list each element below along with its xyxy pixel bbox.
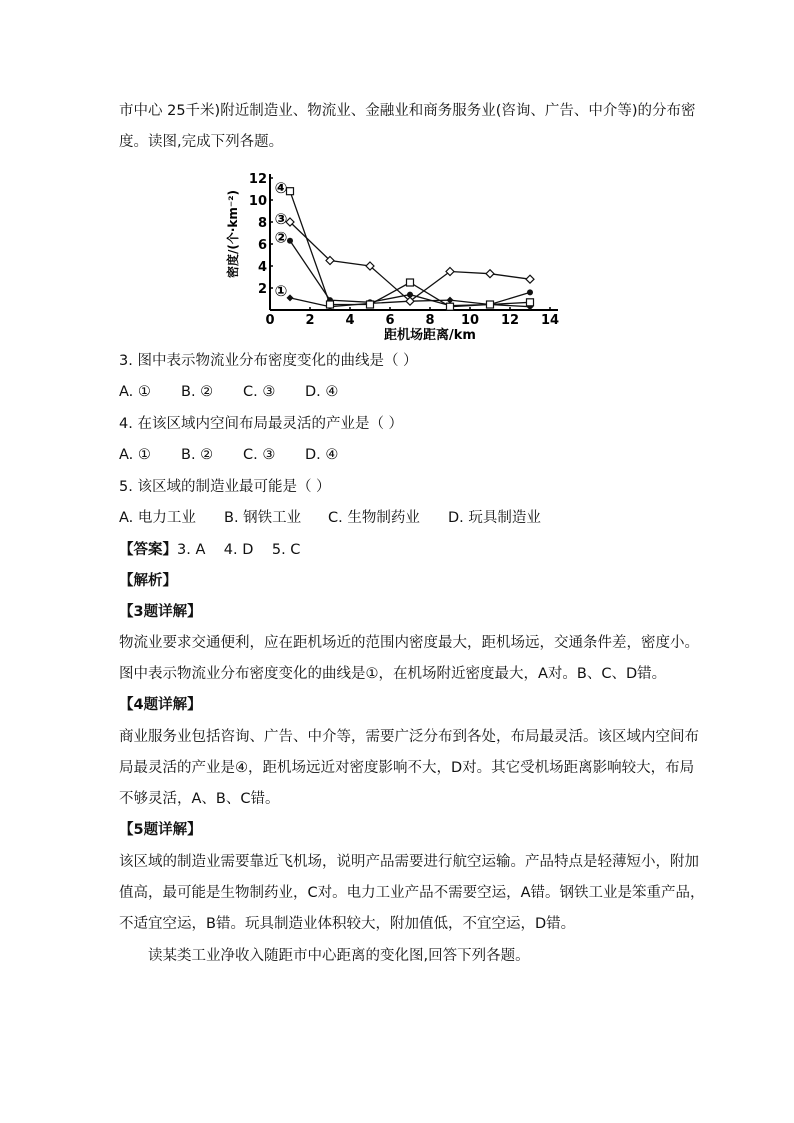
next-question-prompt: 读某类工业净收入随距市中心距离的变化图,回答下列各题。 — [148, 948, 530, 964]
explanation-5-line-3: 不适宜空运，B错。玩具制造业体积较大，附加值低，不宜空运，D错。 — [119, 916, 576, 932]
series-point — [327, 301, 334, 308]
y-tick-label: 12 — [248, 172, 267, 187]
x-tick-label: 12 — [500, 313, 520, 328]
q4-option-c[interactable]: C. ③ — [243, 447, 276, 463]
explanation-5-title: 【5题详解】 — [119, 822, 202, 838]
intro-line-1: 市中心 25千米)附近制造业、物流业、金融业和商务服务业(咨询、广告、中介等)的分布密 — [119, 103, 696, 119]
q5-option-d[interactable]: D. 玩具制造业 — [448, 510, 541, 526]
series-label-2: ② — [274, 228, 288, 247]
y-tick-label: 8 — [257, 216, 267, 231]
density-line-chart — [222, 162, 582, 342]
x-tick-label: 6 — [385, 313, 395, 328]
x-tick-label: 10 — [460, 313, 480, 328]
series-label-1: ① — [274, 281, 288, 300]
q5-option-c[interactable]: C. 生物制药业 — [328, 510, 420, 526]
answer-text: 3. A 4. D 5. C — [177, 542, 301, 558]
explanation-4-line-1: 商业服务业包括咨询、广告、中介等，需要广泛分布到各处，布局最灵活。该区域内空间布 — [119, 729, 699, 745]
y-axis-label: 密度/(个·km⁻²) — [226, 190, 240, 278]
x-tick-label: 14 — [540, 313, 560, 328]
explanation-4-title: 【4题详解】 — [119, 697, 202, 713]
q4-option-b[interactable]: B. ② — [181, 447, 214, 463]
series-point — [287, 294, 294, 301]
series-point — [527, 299, 534, 306]
question-4-stem: 4. 在该区域内空间布局最灵活的产业是（ ） — [119, 416, 404, 432]
series-label-3: ③ — [274, 210, 288, 228]
series-point — [447, 303, 454, 310]
q3-option-b[interactable]: B. ② — [181, 384, 214, 400]
q4-option-d[interactable]: D. ④ — [305, 447, 339, 463]
series-point — [526, 275, 534, 283]
x-tick-label: 2 — [305, 313, 315, 328]
y-tick-label: 6 — [257, 238, 267, 253]
analysis-label: 【解析】 — [119, 573, 177, 589]
series-point — [287, 188, 294, 195]
x-tick-label: 0 — [265, 313, 275, 328]
x-tick-label: 8 — [425, 313, 435, 328]
explanation-3-title: 【3题详解】 — [119, 604, 202, 620]
explanation-3-line-1: 物流业要求交通便利，应在距机场近的范围内密度最大，距机场远，交通条件差，密度小。 — [119, 635, 699, 651]
answer-line — [119, 540, 300, 560]
explanation-5-line-1: 该区域的制造业需要靠近飞机场，说明产品需要进行航空运输。产品特点是轻薄短小，附加 — [119, 854, 699, 870]
explanation-4-line-3: 不够灵活，A、B、C错。 — [119, 791, 280, 807]
q3-option-a[interactable]: A. ① — [119, 384, 151, 400]
series-point — [407, 279, 414, 286]
question-5-stem: 5. 该区域的制造业最可能是（ ） — [119, 479, 331, 495]
series-point — [486, 270, 494, 278]
y-tick-label: 10 — [248, 194, 267, 209]
series-line-4 — [290, 191, 530, 307]
q5-option-b[interactable]: B. 钢铁工业 — [224, 510, 302, 526]
y-tick-label: 4 — [257, 260, 267, 275]
series-point — [287, 238, 293, 244]
intro-line-2: 度。读图,完成下列各题。 — [119, 134, 284, 150]
y-tick-label: 2 — [257, 282, 267, 297]
explanation-4-line-2: 局最灵活的产业是④，距机场远近对密度影响不大，D对。其它受机场距离影响较大，布局 — [119, 760, 695, 776]
q3-option-c[interactable]: C. ③ — [243, 384, 276, 400]
question-5-options — [119, 508, 541, 528]
series-point — [527, 289, 533, 295]
q4-option-a[interactable]: A. ① — [119, 447, 151, 463]
series-line-3 — [290, 222, 530, 301]
explanation-3-line-2: 图中表示物流业分布密度变化的曲线是①，在机场附近密度最大，A对。B、C、D错。 — [119, 666, 667, 682]
question-3-stem: 3. 图中表示物流业分布密度变化的曲线是（ ） — [119, 353, 418, 369]
q3-option-d[interactable]: D. ④ — [305, 384, 339, 400]
q5-option-a[interactable]: A. 电力工业 — [119, 510, 196, 526]
series-point — [487, 301, 494, 308]
question-3-options — [119, 382, 338, 402]
series-label-4: ④ — [274, 179, 288, 198]
series-point — [447, 297, 454, 304]
question-4-options — [119, 445, 338, 465]
x-axis-label: 距机场距离/km — [384, 328, 476, 342]
series-point — [367, 301, 374, 308]
x-tick-label: 4 — [345, 313, 355, 328]
answer-label: 【答案】 — [119, 542, 177, 558]
explanation-5-line-2: 值高，最可能是生物制药业，C对。电力工业产品不需要空运，A错。钢铁工业是笨重产品， — [119, 885, 705, 901]
